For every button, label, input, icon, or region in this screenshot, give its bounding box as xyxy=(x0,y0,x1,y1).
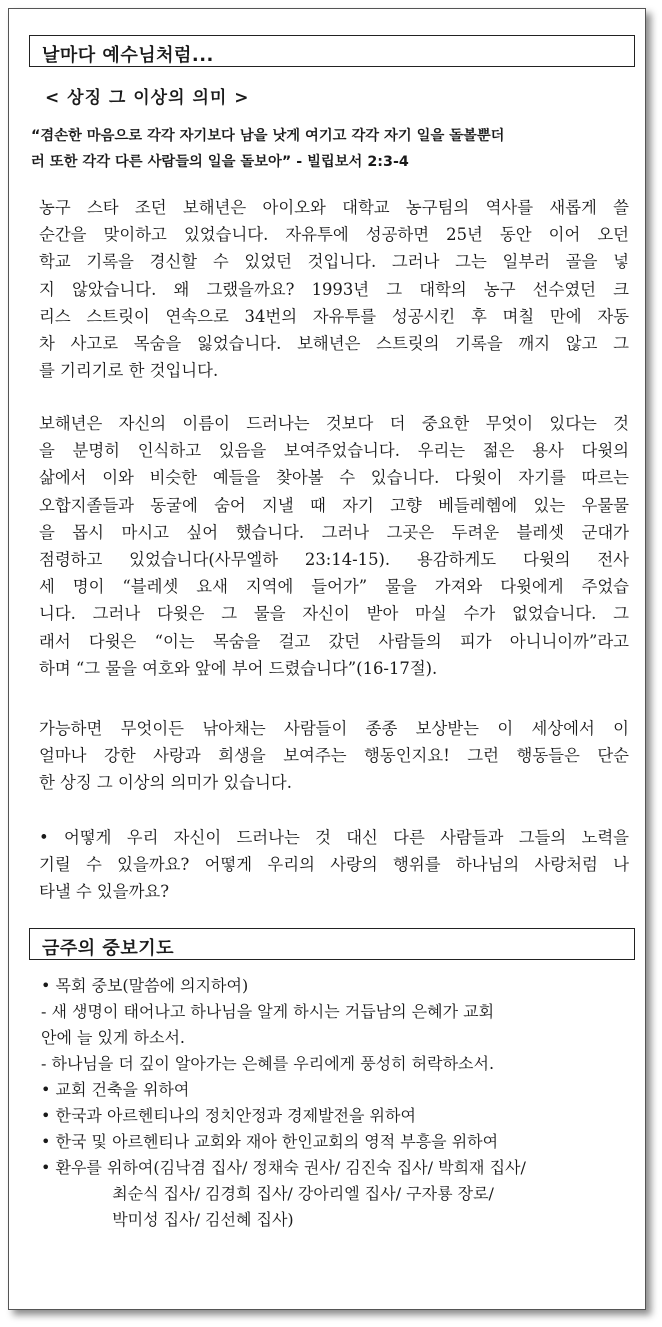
section-header-prayer xyxy=(29,928,635,960)
prayer-line: • 목회 중보(말씀에 의지하여) xyxy=(41,976,249,995)
prayer-line: 안에 늘 있게 하소서. xyxy=(41,1028,185,1047)
section-header-daily xyxy=(29,35,635,67)
text-line: 을 분명히 인식하고 있음을 보여주었습니다. 우리는 젊은 용사 다윗의 xyxy=(39,441,629,461)
text-line: 점령하고 있었습니다(사무엘하 23:14-15). 용감하게도 다윗의 전사 xyxy=(39,550,629,570)
text-line: 래서 다윗은 “이는 목숨을 걸고 갔던 사람들의 피가 아니니이까”라고 xyxy=(39,631,629,651)
prayer-line: 박미성 집사/ 김선혜 집사) xyxy=(41,1210,294,1229)
text-line: 보해년은 자신의 이름이 드러나는 것보다 더 중요한 무엇이 있다는 것 xyxy=(39,414,629,433)
text-line: 얼마나 강한 사랑과 희생을 보여주는 행동인지요! 그런 행동들은 단순 xyxy=(39,746,629,766)
paragraph-2 xyxy=(39,410,629,682)
text-line: 타낼 수 있을까요? xyxy=(39,882,170,902)
reflection-question xyxy=(39,824,629,906)
text-line: 하며 “그 물을 여호와 앞에 부어 드렸습니다”(16-17절). xyxy=(39,658,438,678)
devotion-subtitle: < 상징 그 이상의 의미 > xyxy=(45,88,250,108)
text-line: 오합지졸들과 동굴에 숨어 지낼 때 자기 고향 베들레헴에 있는 우물물 xyxy=(39,495,629,515)
text-line: 리스 스트릿이 연속으로 34번의 자유투를 성공시킨 후 며칠 만에 자동 xyxy=(39,306,629,326)
text-line: 니다. 그러나 다윗은 그 물을 자신이 받아 마실 수가 없었습니다. 그 xyxy=(39,604,629,624)
verse-line: “겸손한 마음으로 각각 자기보다 남을 낫게 여기고 각각 자기 일을 돌볼뿐더 xyxy=(31,128,505,144)
text-line: 세 명이 “블레셋 요새 지역에 들어가” 물을 가져와 다윗에게 주었습 xyxy=(39,577,629,597)
verse-line: 러 또한 각각 다른 사람들의 일을 돌보아” - 빌립보서 2:3-4 xyxy=(31,154,409,170)
bulletin-page xyxy=(8,8,646,1310)
paragraph-1 xyxy=(39,194,629,384)
prayer-line: 최순식 집사/ 김경희 집사/ 강아리엘 집사/ 구자룡 장로/ xyxy=(41,1184,494,1203)
text-line: 을 몹시 마시고 싶어 했습니다. 그러나 그곳은 두려운 블레셋 군대가 xyxy=(39,522,629,542)
prayer-line: • 한국과 아르헨티나의 정치안정과 경제발전을 위하여 xyxy=(41,1106,416,1125)
text-line: 한 상징 그 이상의 의미가 있습니다. xyxy=(39,773,292,793)
text-line: 농구 스타 조던 보해년은 아이오와 대학교 농구팀의 역사를 새롭게 쓸 xyxy=(39,198,629,217)
text-line: 학교 기록을 경신할 수 있었던 것입니다. 그러나 그는 일부러 골을 넣 xyxy=(39,252,629,272)
prayer-title: 금주의 중보기도 xyxy=(42,938,174,959)
text-line: 가능하면 무엇이든 낚아채는 사람들이 종종 보상받는 이 세상에서 이 xyxy=(39,719,629,738)
text-line: 기릴 수 있을까요? 어떻게 우리의 사랑의 행위를 하나님의 사랑처럼 나 xyxy=(39,855,629,875)
section-title: 날마다 예수님처럼... xyxy=(42,45,214,66)
prayer-list xyxy=(41,973,641,1233)
text-line: 순간을 맞이하고 있었습니다. 자유투에 성공하면 25년 동안 이어 오던 xyxy=(39,225,629,245)
text-line: 를 기리기로 한 것입니다. xyxy=(39,361,219,381)
prayer-line: • 교회 건축을 위하여 xyxy=(41,1080,190,1099)
paragraph-3 xyxy=(39,715,629,797)
prayer-line: • 한국 및 아르헨티나 교회와 재아 한인교회의 영적 부흥을 위하여 xyxy=(41,1132,499,1151)
text-line: 차 사고로 목숨을 잃었습니다. 보해년은 스트릿의 기록을 깨지 않고 그 xyxy=(39,334,629,354)
text-line: 삶에서 이와 비슷한 예들을 찾아볼 수 있습니다. 다윗이 자기를 따르는 xyxy=(39,468,629,488)
prayer-line: - 하나님을 더 깊이 알아가는 은혜를 우리에게 풍성히 허락하소서. xyxy=(41,1054,495,1073)
scripture-verse xyxy=(31,123,631,175)
text-line: • 어떻게 우리 자신이 드러나는 것 대신 다른 사람들과 그들의 노력을 xyxy=(39,828,629,847)
prayer-line: • 환우를 위하여(김낙겸 집사/ 정채숙 권사/ 김진숙 집사/ 박희재 집사/ xyxy=(41,1158,526,1177)
prayer-line: - 새 생명이 태어나고 하나님을 알게 하시는 거듭남의 은혜가 교회 xyxy=(41,1002,495,1021)
text-line: 지 않았습니다. 왜 그랬을까요? 1993년 그 대학의 농구 선수였던 크 xyxy=(39,279,629,299)
